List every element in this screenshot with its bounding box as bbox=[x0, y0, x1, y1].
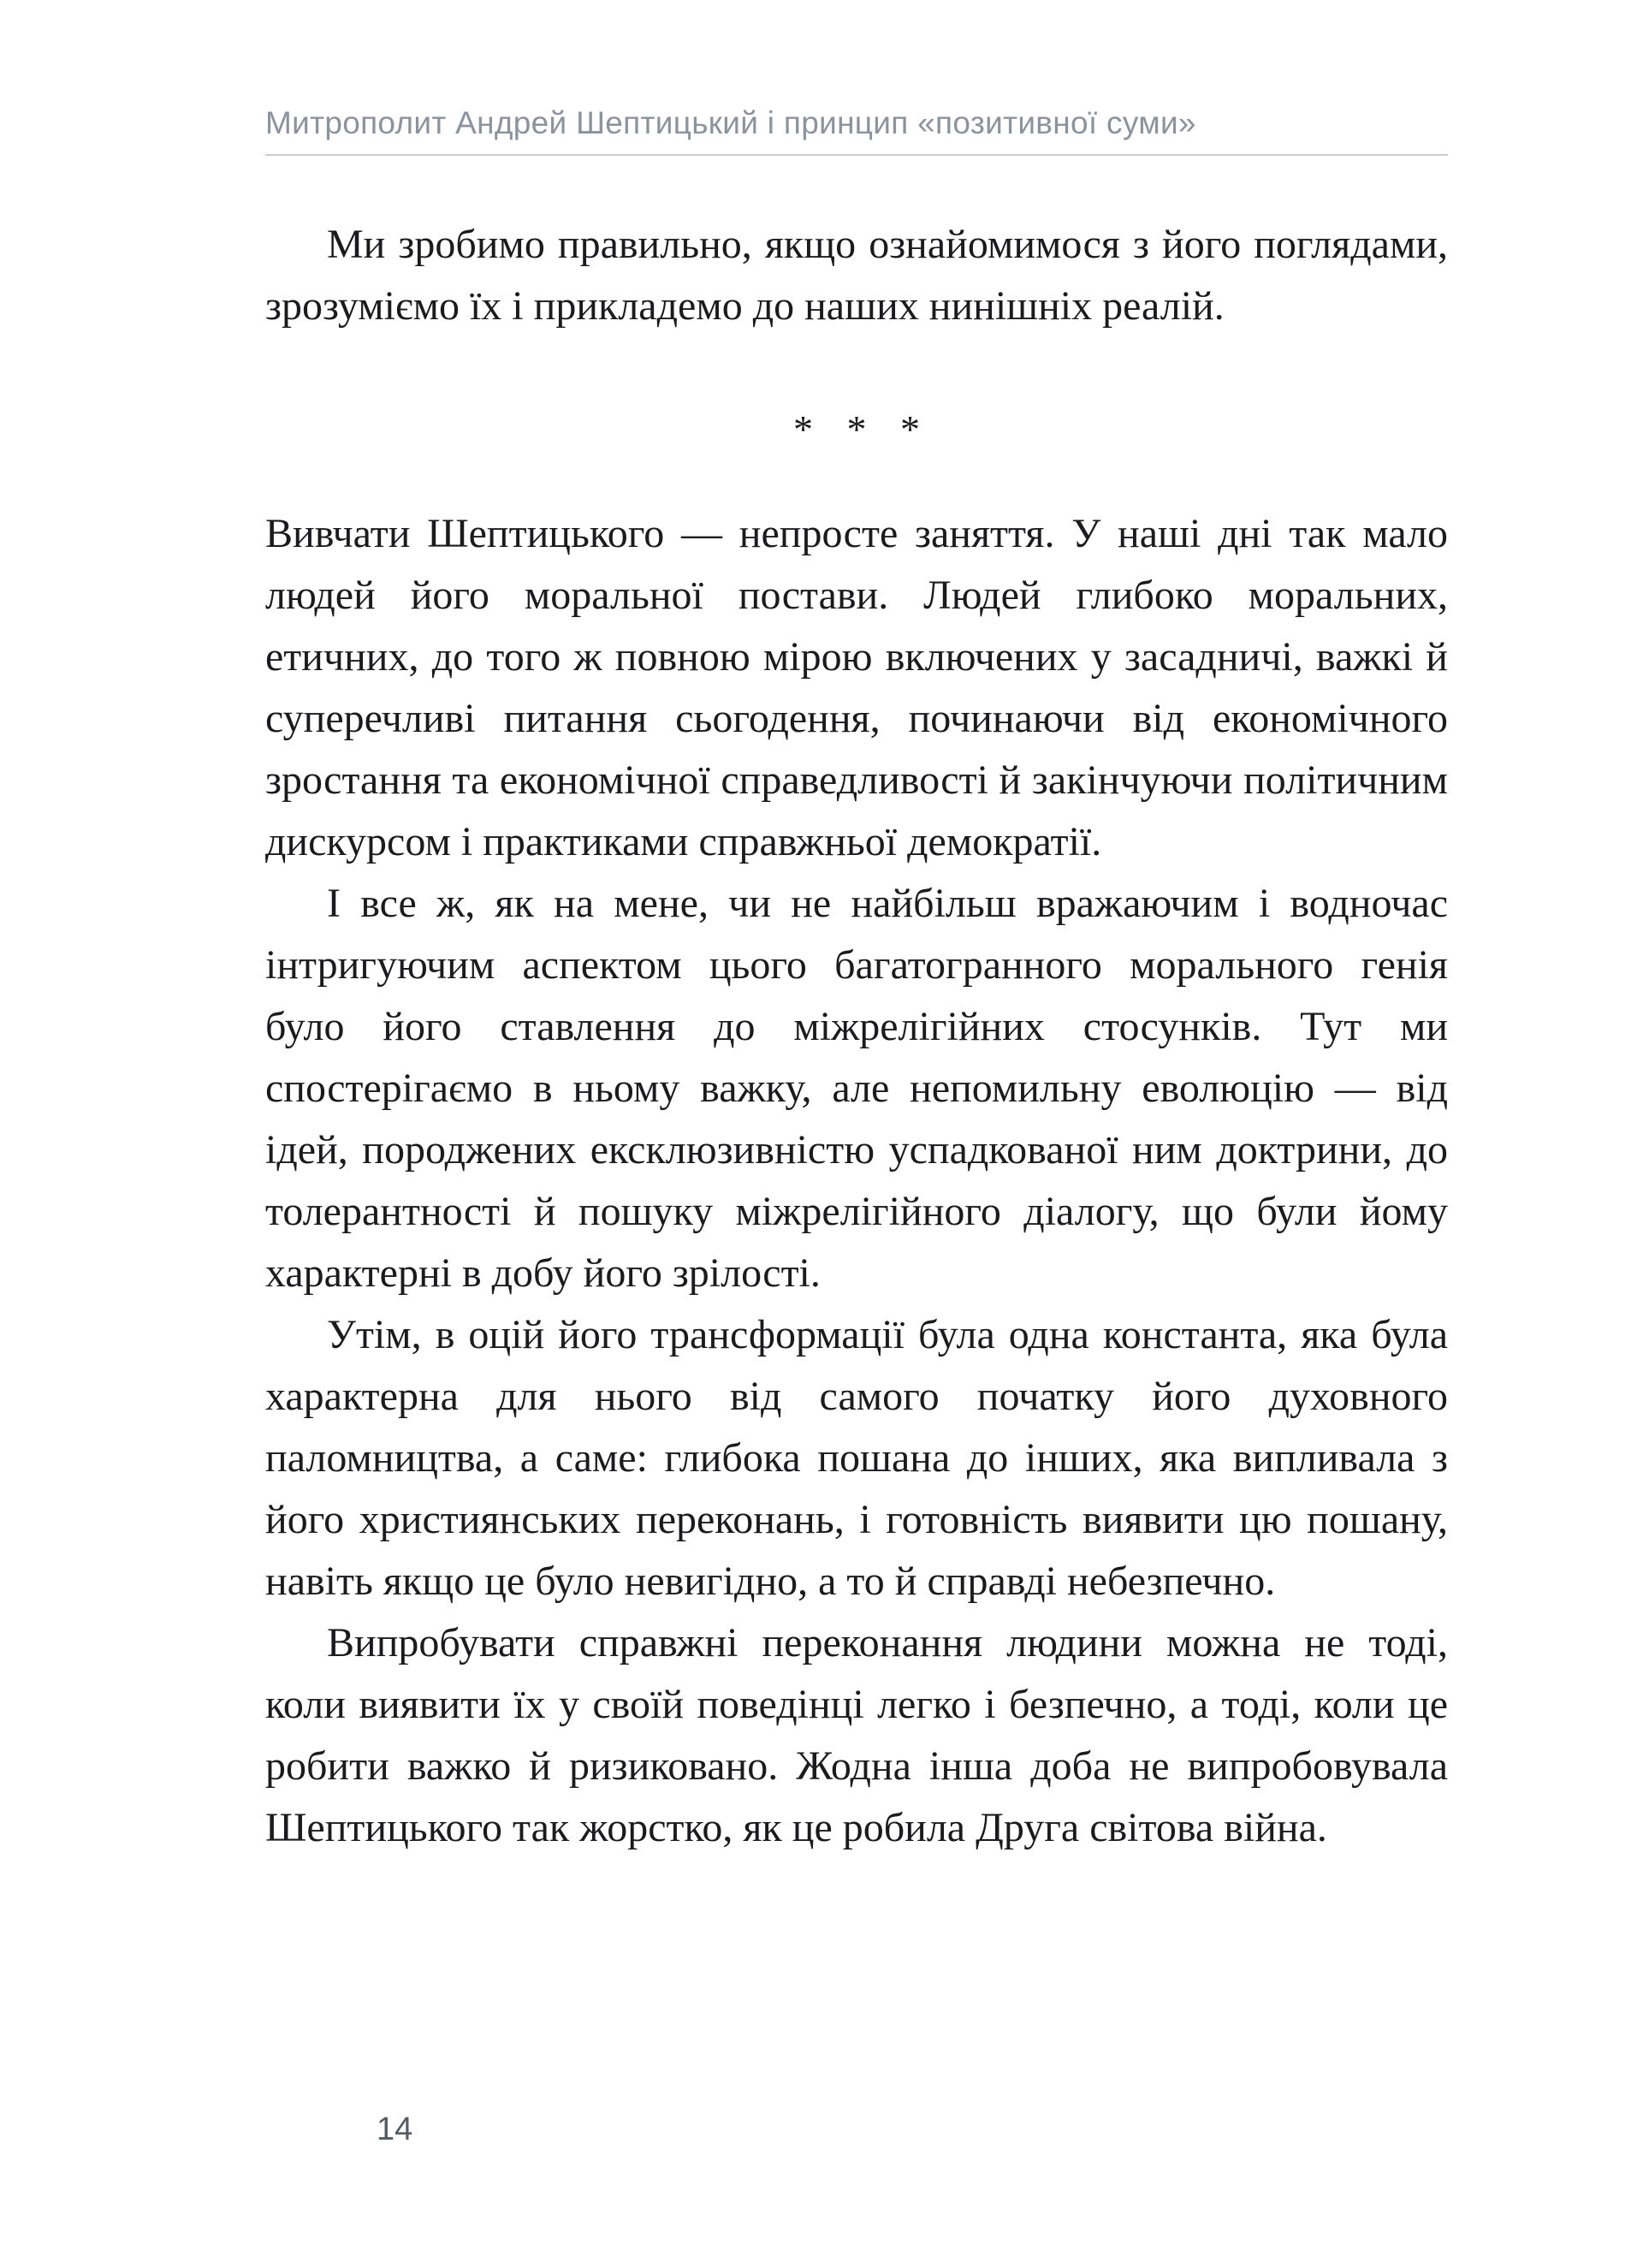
body-paragraph: Утім, в оцій його трансформації була одна константа, яка була характерна для нього від самого початку його духовного паломництва, а саме: глибока пошана до інших, яка випливала з його християнських переконань, і готовність виявити цю пошану, навіть якщо це було невигідно, а то й справді небезпечно. bbox=[265, 1312, 1448, 1604]
header-rule bbox=[265, 154, 1448, 156]
text-column bbox=[265, 214, 1448, 1859]
body-paragraph: Вивчати Шептицького — непросте заняття. У наші дні так мало людей його моральної постави. Людей глибоко моральних, етичних, до того ж повною мірою включених у засадничі, важкі й суперечливі питання сьогодення, починаючи від економічного зростання та економічної справедливості й закінчуючи політичним дискурсом і практиками справжньої демократії. bbox=[265, 511, 1448, 864]
section-separator: * * * bbox=[793, 407, 920, 451]
body-paragraph: Ми зробимо правильно, якщо ознайомимося з його поглядами, зрозуміємо їх і прикладемо до наших нинішніх реалій. bbox=[265, 222, 1448, 329]
running-head: Митрополит Андрей Шептицький і принцип «позитивної суми» bbox=[265, 105, 1196, 140]
body-paragraph: Випробувати справжні переконання людини можна не тоді, коли виявити їх у своїй поведінці легко і безпечно, а тоді, коли це робити важко й ризиковано. Жодна інша доба не випробовувала Шептицького так жорстко, як це робила Друга світова війна. bbox=[265, 1620, 1448, 1850]
page-number: 14 bbox=[377, 2111, 413, 2147]
body-paragraph: І все ж, як на мене, чи не найбільш вражаючим і водночас інтригуючим аспектом цього багатогранного морального генія було його ставлення до міжрелігійних стосунків. Тут ми спостерігаємо в ньому важку, але непомильну еволюцію — від ідей, породжених ексклюзивністю успадкованої ним доктрини, до толерантності й пошуку міжрелігійного діалогу, що були йому характерні в добу його зрілості. bbox=[265, 881, 1448, 1296]
